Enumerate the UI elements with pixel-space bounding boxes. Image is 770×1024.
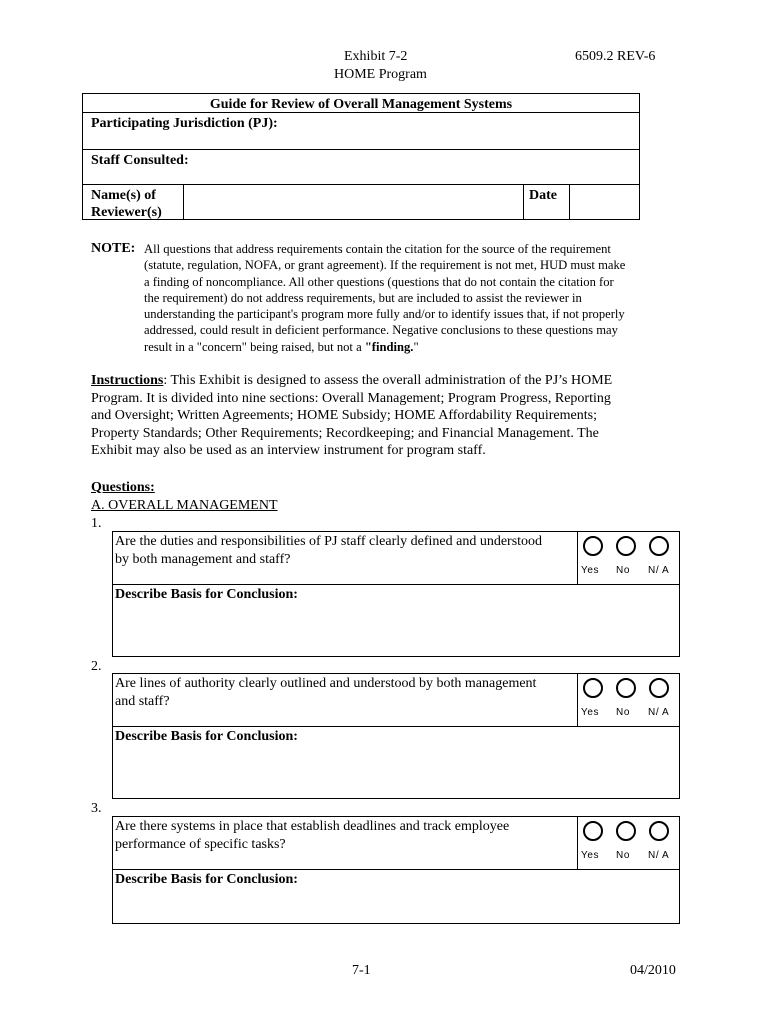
reviewers-label-line2: Reviewer(s): [91, 205, 162, 220]
note-line: a finding of noncompliance. All other questions (questions that do not contain the citation for: [144, 274, 614, 289]
instructions-line: Property Standards; Other Requirements; Recordkeeping; and Financial Management. The: [91, 425, 599, 441]
no-radio[interactable]: [616, 821, 636, 841]
instructions-line: Exhibit may also be used as an interview instrument for program staff.: [91, 443, 486, 459]
na-radio[interactable]: [649, 678, 669, 698]
exhibit-number: Exhibit 7-2: [344, 49, 408, 64]
date-field[interactable]: [571, 186, 637, 218]
question-text: Are there systems in place that establish deadlines and track employee performance of specific tasks?: [115, 819, 510, 852]
no-label: No: [616, 707, 630, 718]
note-text: [144, 241, 684, 355]
revision-date: 04/2010: [630, 963, 676, 978]
note-line: understanding the participant's program more fully and/or to identify issues that, if not properly: [144, 307, 625, 322]
instructions-line: and Oversight; Written Agreements; HOME Subsidy; HOME Affordability Requirements;: [91, 408, 597, 424]
date-label: Date: [529, 188, 557, 203]
yes-radio[interactable]: [583, 678, 603, 698]
yes-radio[interactable]: [583, 821, 603, 841]
section-heading: A. OVERALL MANAGEMENT: [91, 498, 278, 513]
basis-field[interactable]: [115, 748, 675, 796]
question-number: 2.: [91, 659, 102, 674]
instructions-paragraph: Instructions: This Exhibit is designed to assess the overall administration of the PJ’s HOME Program. It is divided into nine sections: Overall Management; Program Progress, Reporting and Oversight; Written Agreements; HOME Subsidy; HOME Affordability Requirements; Property Standards; Other Requirements; Recordkeeping; and Financial Management. The Exhibit may also be used as an interview instrument for program staff.: [91, 372, 681, 460]
no-radio[interactable]: [616, 536, 636, 556]
pj-field[interactable]: [303, 114, 633, 146]
na-radio[interactable]: [649, 536, 669, 556]
basis-label: Describe Basis for Conclusion:: [115, 872, 298, 887]
note-line: All questions that address requirements contain the citation for the source of the requirement: [144, 242, 611, 256]
na-radio[interactable]: [649, 821, 669, 841]
yes-label: Yes: [581, 850, 600, 861]
no-label: No: [616, 850, 630, 861]
question-number: 3.: [91, 801, 102, 816]
page-number: 7-1: [352, 963, 371, 978]
na-label: N/ A: [648, 707, 670, 718]
question-text: Are the duties and responsibilities of PJ staff clearly defined and understood by both management and staff?: [115, 534, 543, 567]
yes-radio[interactable]: [583, 536, 603, 556]
program-name: HOME Program: [334, 67, 427, 82]
question-box-1: [112, 531, 680, 657]
question-box-2: [112, 673, 680, 799]
question-text: Are lines of authority clearly outlined and understood by both management and staff?: [115, 676, 537, 709]
staff-consulted-label: Staff Consulted:: [91, 153, 189, 168]
note-line: the requirement) do not address requirements, but are included to assist the reviewer in: [144, 290, 582, 305]
note-line: (statute, regulation, NOFA, or grant agreement). If the requirement is not met, HUD must make: [144, 258, 626, 273]
document-id: 6509.2 REV-6: [575, 49, 656, 64]
reviewers-label-line1: Name(s) of: [91, 188, 156, 203]
review-info-table: [82, 93, 640, 220]
basis-label: Describe Basis for Conclusion:: [115, 729, 298, 744]
instructions-line: Program. It is divided into nine sections: Overall Management; Program Progress, Reporting: [91, 390, 611, 406]
note-label: NOTE:: [91, 241, 136, 256]
yes-label: Yes: [581, 707, 600, 718]
reviewers-field[interactable]: [185, 186, 521, 218]
questions-heading: Questions:: [91, 480, 155, 495]
na-label: N/ A: [648, 850, 670, 861]
instructions-label: Instructions: [91, 373, 164, 388]
guide-title: Guide for Review of Overall Management Systems: [209, 97, 513, 112]
question-box-3: [112, 816, 680, 924]
basis-field[interactable]: [115, 606, 675, 654]
note-line-last: result in a "concern" being raised, but not a "finding.": [144, 339, 419, 354]
basis-field[interactable]: [115, 891, 675, 921]
pj-label: Participating Jurisdiction (PJ):: [91, 116, 278, 131]
yes-label: Yes: [581, 565, 600, 576]
no-label: No: [616, 565, 630, 576]
staff-consulted-field[interactable]: [213, 151, 633, 181]
question-number: 1.: [91, 516, 102, 531]
basis-label: Describe Basis for Conclusion:: [115, 587, 298, 602]
no-radio[interactable]: [616, 678, 636, 698]
note-line: addressed, could result in deficient performance. Negative conclusions to these questions may: [144, 323, 618, 338]
na-label: N/ A: [648, 565, 670, 576]
